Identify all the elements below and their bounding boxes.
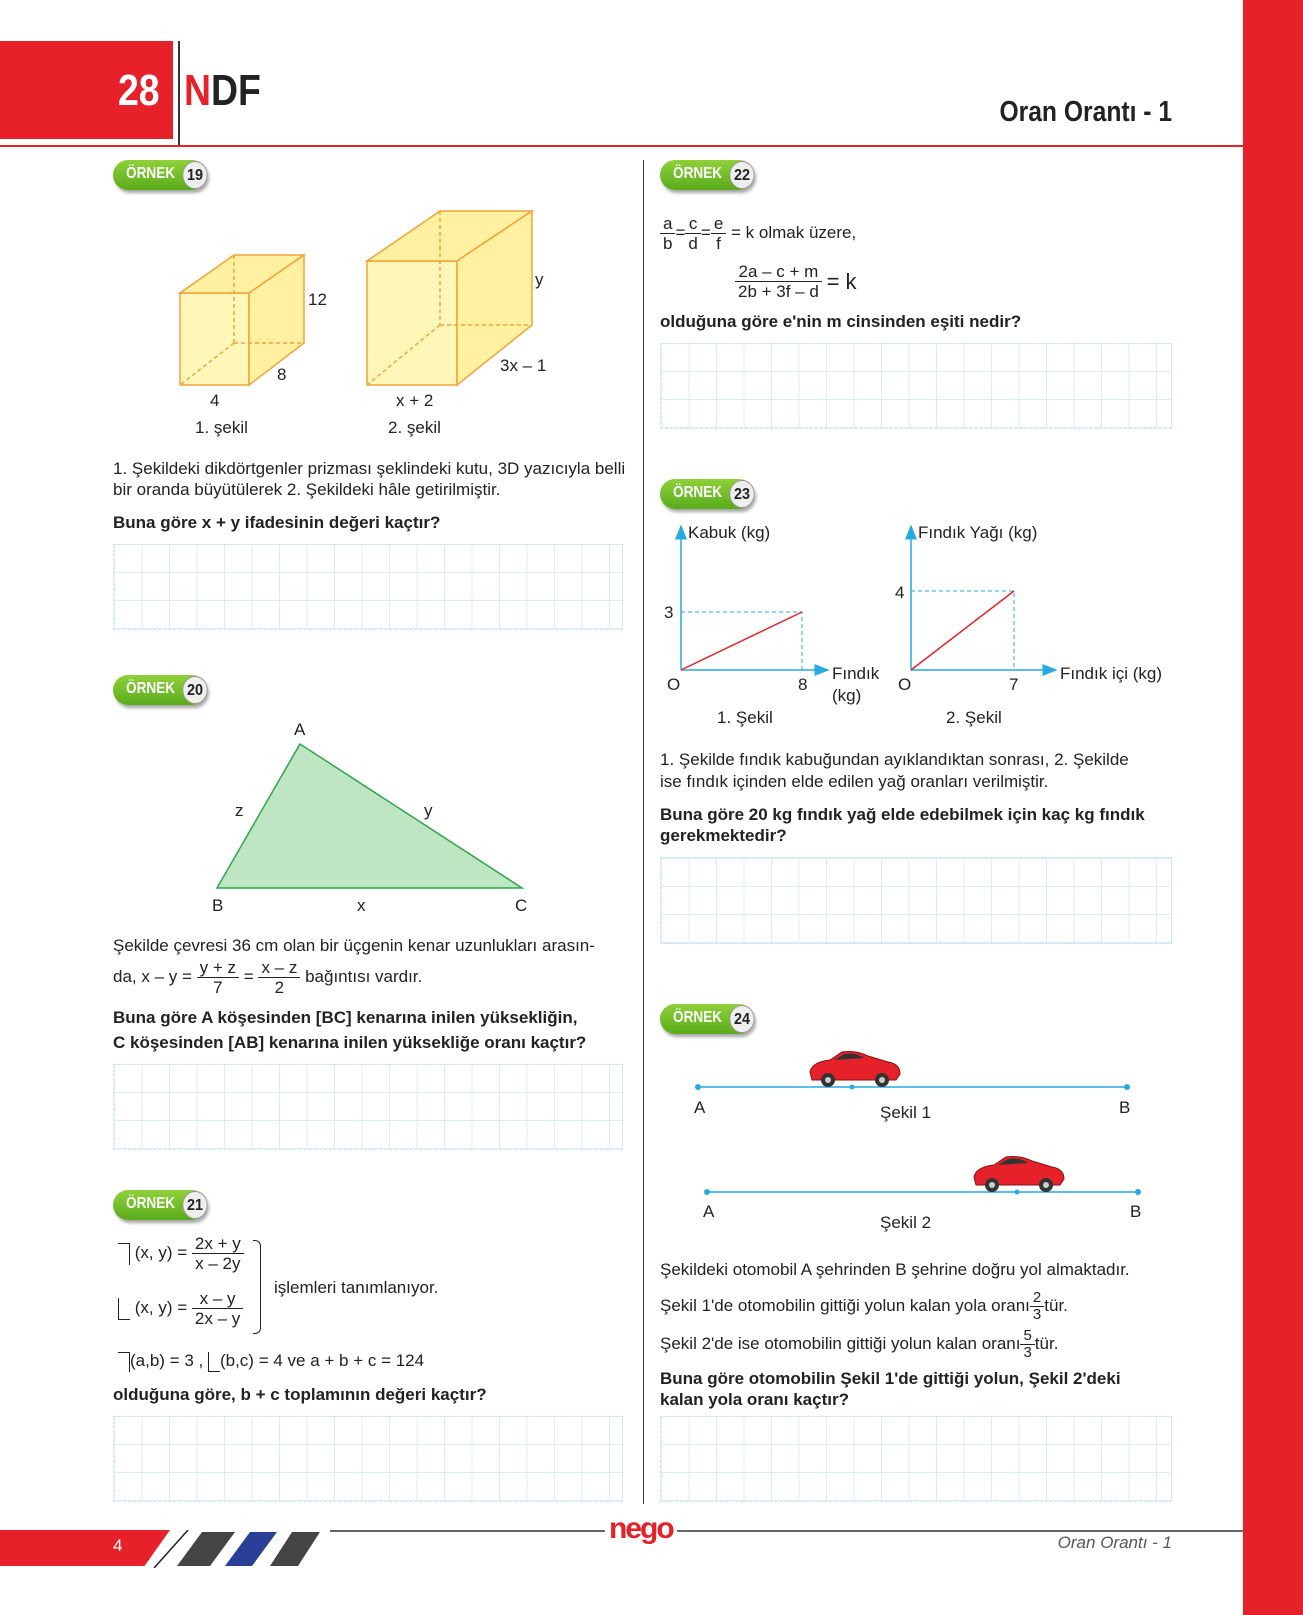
denominator: f xyxy=(716,234,721,253)
denominator: 3 xyxy=(1032,1306,1042,1323)
example-badge-20 xyxy=(113,675,207,705)
answer-grid-19[interactable] xyxy=(113,544,623,630)
badge-label: ÖRNEK xyxy=(673,484,723,501)
definition-2 xyxy=(118,1289,243,1328)
numerator: 2a – c + m xyxy=(735,262,822,282)
numerator: e xyxy=(711,214,726,234)
def1-lhs: (x, y) = xyxy=(134,1242,188,1262)
suffix: tür. xyxy=(1034,1333,1059,1353)
badge-number: 22 xyxy=(729,161,754,189)
point-B-1: B xyxy=(1119,1098,1131,1117)
q23-question-1: Buna göre 20 kg fındık yağ elde edebilmek için kaç kg fındık xyxy=(660,805,1145,824)
def2-lhs: (x, y) = xyxy=(134,1297,188,1317)
q24-question-2: kalan yola oranı kaçtır? xyxy=(660,1390,849,1409)
numerator: 2 xyxy=(1030,1290,1044,1307)
badge-number: 21 xyxy=(182,1191,207,1219)
x-label-1b: (kg) xyxy=(832,686,862,705)
column-divider xyxy=(643,160,644,1504)
denominator: 3 xyxy=(1023,1344,1032,1361)
point-A-2: A xyxy=(703,1202,715,1221)
denominator: 2 xyxy=(274,978,285,997)
car-icon xyxy=(810,1052,900,1088)
footer-stripes xyxy=(150,1530,330,1568)
badge-number: 19 xyxy=(182,161,207,189)
q23-text-2: ise fındık içinden elde edilen yağ oranları verilmiştir. xyxy=(660,772,1049,791)
side-x: x xyxy=(357,896,366,915)
conditions xyxy=(118,1350,424,1372)
brace-icon xyxy=(253,1240,261,1334)
fraction-2-3 xyxy=(1030,1290,1044,1323)
badge-label: ÖRNEK xyxy=(126,680,176,697)
footer-line xyxy=(330,1530,1243,1532)
badge-label: ÖRNEK xyxy=(673,165,723,182)
figure-2 xyxy=(703,1157,1141,1233)
q20-text-1: Şekilde çevresi 36 cm olan bir üçgenin kenar uzunlukları arasın- xyxy=(113,936,595,955)
badge-label: ÖRNEK xyxy=(126,1195,176,1212)
example-badge-22 xyxy=(660,160,754,190)
nego-logo: nego xyxy=(605,1512,677,1546)
caption-1: 1. şekil xyxy=(195,418,248,437)
text: Şekil 1'de otomobilin gittiği yolun kalan yola oranı xyxy=(660,1295,1030,1315)
ceiling-operator-icon xyxy=(118,1352,130,1372)
floor-operator-icon xyxy=(208,1352,220,1372)
q22-question: olduğuna göre e'nin m cinsinden eşiti nedir? xyxy=(660,312,1022,331)
x-label-2: Fındık içi (kg) xyxy=(1060,664,1163,683)
origin-1: O xyxy=(667,675,681,694)
example-badge-23 xyxy=(660,479,754,509)
brand-n: N xyxy=(184,66,212,115)
vertex-C: C xyxy=(515,896,528,915)
car-icon xyxy=(974,1157,1064,1193)
q20-question-2: C köşesinden [AB] kenarına inilen yüksekliğe oranı kaçtır? xyxy=(113,1033,587,1052)
equals: = xyxy=(700,222,711,242)
header-line xyxy=(0,145,1243,147)
answer-grid-24[interactable] xyxy=(660,1416,1172,1502)
big-equation xyxy=(735,262,857,301)
triangle-figure xyxy=(200,715,540,920)
equals: = xyxy=(243,966,254,986)
answer-grid-22[interactable] xyxy=(660,343,1172,429)
chart-2 xyxy=(895,523,1162,727)
badge-number: 24 xyxy=(729,1005,754,1033)
def1-fraction xyxy=(192,1234,244,1273)
badge-label: ÖRNEK xyxy=(126,165,176,182)
defined-text: işlemleri tanımlanıyor. xyxy=(274,1278,439,1297)
suffix: tür. xyxy=(1044,1295,1068,1315)
caption-2: 2. Şekil xyxy=(946,708,1002,727)
ratio-line-1 xyxy=(681,612,802,670)
fraction-c-d xyxy=(685,214,700,253)
answer-grid-20[interactable] xyxy=(113,1064,623,1150)
q23-text-1: 1. Şekilde fındık kabuğundan ayıklandıktan sonrası, 2. Şekilde xyxy=(660,750,1129,769)
big-fraction xyxy=(735,262,822,301)
vertex-A: A xyxy=(294,720,306,739)
x-tick-2: 7 xyxy=(1009,675,1019,694)
big-rhs: = k xyxy=(826,269,857,294)
equals: = xyxy=(675,222,686,242)
q24-text-2 xyxy=(660,1290,1068,1323)
label-depth-2: 3x – 1 xyxy=(500,356,547,375)
car-road-figures xyxy=(660,1040,1180,1240)
caption-2: 2. şekil xyxy=(388,418,441,437)
numerator: a xyxy=(660,214,675,234)
fraction-1 xyxy=(197,958,239,997)
numerator: x – z xyxy=(258,958,300,978)
relation-suffix: bağıntısı vardır. xyxy=(305,966,423,986)
q19-text: 1. Şekildeki dikdörtgenler prizması şeklindeki kutu, 3D yazıcıyla belli bir oranda büyütülerek 2. Şekildeki hâle getirilmiştir. xyxy=(113,459,626,499)
condition-b: (b,c) = 4 ve a + b + c = 124 xyxy=(219,1351,425,1370)
condition-a: (a,b) = 3 , xyxy=(130,1351,204,1370)
q23-question-2: gerekmektedir? xyxy=(660,826,787,845)
label-width-1: 4 xyxy=(210,391,220,410)
ceiling-operator-icon xyxy=(118,1243,130,1265)
label-height-2: y xyxy=(535,270,544,289)
q24-text-3 xyxy=(660,1328,1058,1361)
label-height-1: 12 xyxy=(308,290,327,309)
brand-logo xyxy=(184,66,261,116)
origin-2: O xyxy=(898,675,912,694)
side-z: z xyxy=(235,801,244,820)
caption-1: Şekil 1 xyxy=(880,1103,932,1122)
q21-question: olduğuna göre, b + c toplamının değeri kaçtır? xyxy=(113,1385,487,1404)
badge-number: 20 xyxy=(182,676,207,704)
side-y: y xyxy=(424,801,433,820)
y-label-2: Fındık Yağı (kg) xyxy=(918,523,1038,542)
vertex-B: B xyxy=(212,896,224,915)
badge-label: ÖRNEK xyxy=(673,1009,723,1026)
example-badge-19 xyxy=(113,160,207,190)
caption-1: 1. Şekil xyxy=(717,708,773,727)
footer-red-block xyxy=(0,1530,170,1566)
relation-prefix: da, x – y = xyxy=(113,966,192,986)
prism-figure xyxy=(160,205,580,445)
numerator: y + z xyxy=(197,958,239,978)
definition-1 xyxy=(118,1234,244,1273)
y-label-1: Kabuk (kg) xyxy=(688,523,771,542)
y-tick-2: 4 xyxy=(895,583,905,602)
fraction-a-b xyxy=(660,214,675,253)
denominator: d xyxy=(688,234,698,253)
denominator: 7 xyxy=(213,978,223,997)
q20-relation xyxy=(113,958,422,997)
ratio-line-2 xyxy=(911,591,1014,670)
header-divider xyxy=(178,41,180,146)
numerator: 5 xyxy=(1020,1328,1034,1345)
y-tick-1: 3 xyxy=(664,603,674,622)
example-badge-21 xyxy=(113,1190,207,1220)
ratio-equation xyxy=(660,214,856,253)
answer-grid-23[interactable] xyxy=(660,857,1172,944)
q24-question-1: Buna göre otomobilin Şekil 1'de gittiği yolun, Şekil 2'deki xyxy=(660,1369,1121,1388)
floor-operator-icon xyxy=(118,1298,130,1320)
point-B-2: B xyxy=(1130,1202,1142,1221)
numerator: 2x + y xyxy=(192,1234,244,1254)
def2-fraction xyxy=(192,1289,243,1328)
x-label-1a: Fındık xyxy=(832,664,880,683)
denominator: x – 2y xyxy=(195,1254,241,1273)
page-number-badge: 28 xyxy=(118,66,160,115)
denominator: 2x – y xyxy=(194,1309,241,1328)
badge-number: 23 xyxy=(729,480,754,508)
chart-1 xyxy=(664,523,880,727)
fraction-2 xyxy=(258,958,300,997)
caption-2: Şekil 2 xyxy=(880,1213,932,1232)
numerator: x – y xyxy=(192,1289,243,1309)
label-width-2: x + 2 xyxy=(396,391,434,410)
figure-1 xyxy=(694,1052,1130,1123)
fraction-5-3 xyxy=(1020,1328,1034,1361)
ratio-charts xyxy=(660,520,1180,735)
q19-question: Buna göre x + y ifadesinin değeri kaçtır? xyxy=(113,513,441,532)
numerator: c xyxy=(685,214,700,234)
answer-grid-21[interactable] xyxy=(113,1416,623,1502)
brand-rest: DF xyxy=(211,66,261,115)
q20-question-1: Buna göre A köşesinden [BC] kenarına inilen yüksekliğin, xyxy=(113,1008,578,1027)
denominator: 2b + 3f – d xyxy=(738,282,819,301)
label-depth-1: 8 xyxy=(277,365,287,384)
text: Şekil 2'de ise otomobilin gittiği yolun kalan oranı xyxy=(660,1333,1021,1353)
k-text: = k olmak üzere, xyxy=(731,222,857,242)
q24-text-1: Şekildeki otomobil A şehrinden B şehrine doğru yol almaktadır. xyxy=(660,1260,1130,1279)
page-title: Oran Orantı - 1 xyxy=(999,96,1172,128)
x-tick-1: 8 xyxy=(798,675,808,694)
page-number: 4 xyxy=(113,1536,123,1555)
example-badge-24 xyxy=(660,1004,754,1034)
right-red-strip xyxy=(1243,0,1303,1615)
fraction-e-f xyxy=(711,214,726,253)
point-A-1: A xyxy=(694,1098,706,1117)
denominator: b xyxy=(663,234,673,253)
footer-title: Oran Orantı - 1 xyxy=(1057,1533,1172,1552)
